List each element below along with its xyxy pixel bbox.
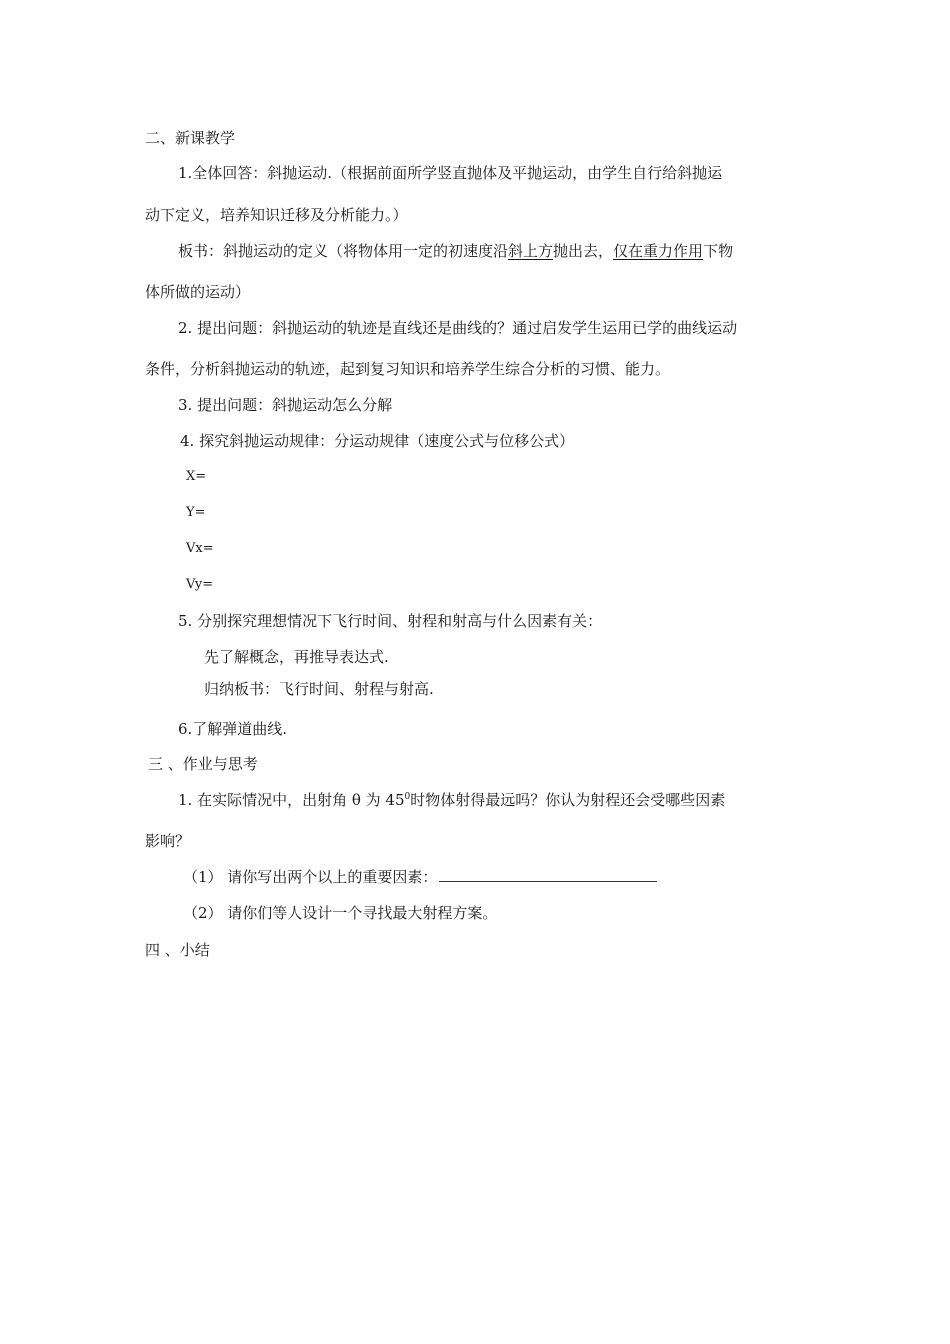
formula-x: X= <box>186 469 207 484</box>
item-5: 5. 分别探究理想情况下飞行时间、射程和射高与什么因素有关： <box>178 612 603 630</box>
sub-question-1 <box>183 867 657 887</box>
question-1-prefix: 1. 在实际情况中，出射角 θ 为 45 <box>178 791 405 809</box>
sub-question-2: （2） 请你们等人设计一个寻找最大射程方案。 <box>183 904 498 922</box>
item-4: 4. 探究斜抛运动规律：分运动规律（速度公式与位移公式） <box>180 432 575 450</box>
degree-superscript: 0 <box>404 792 411 802</box>
section-4-heading: 四 、小结 <box>145 941 210 959</box>
answer-blank[interactable] <box>439 867 657 882</box>
board-definition-line-1 <box>178 241 733 261</box>
section-3-heading: 三 、作业与思考 <box>148 755 258 773</box>
item-1-line-2: 动下定义，培养知识迁移及分析能力。） <box>145 206 408 224</box>
board-text-prefix: 板书：斜抛运动的定义（将物体用一定的初速度沿 <box>178 242 509 260</box>
item-2-line-1: 2. 提出问题：斜抛运动的轨迹是直线还是曲线的？通过启发学生运用已学的曲线运动 <box>178 319 738 337</box>
item-6: 6.了解弹道曲线. <box>178 720 288 738</box>
question-1-line-2: 影响？ <box>145 832 191 850</box>
item-5-sub-b: 归纳板书：飞行时间、射程与射高. <box>204 680 434 698</box>
formula-y: Y= <box>186 505 206 520</box>
underline-gravity: 仅在重力作用 <box>613 242 704 260</box>
section-2-heading: 二、新课教学 <box>145 129 236 147</box>
question-1-line-1 <box>178 790 725 810</box>
formula-vy: Vy= <box>186 577 214 592</box>
board-text-mid: 抛出去， <box>553 242 614 260</box>
item-2-line-2: 条件，分析斜抛运动的轨迹，起到复习知识和培养学生综合分析的习惯、能力。 <box>145 360 671 378</box>
board-definition-line-2: 体所做的运动） <box>145 283 251 301</box>
formula-vx: Vx= <box>186 541 214 556</box>
item-1-line-1: 1.全体回答：斜抛运动.（根据前面所学竖直抛体及平抛运动，由学生自行给斜抛运 <box>178 164 723 182</box>
question-1-suffix: 时物体射得最远吗？你认为射程还会受哪些因素 <box>410 791 726 809</box>
sub-question-1-text: （1） 请你写出两个以上的重要因素： <box>183 868 438 886</box>
underline-upward: 斜上方 <box>508 242 554 260</box>
item-5-sub-a: 先了解概念，再推导表达式. <box>204 648 389 666</box>
board-text-suffix: 下物 <box>703 242 734 260</box>
item-3: 3. 提出问题：斜抛运动怎么分解 <box>178 396 393 414</box>
